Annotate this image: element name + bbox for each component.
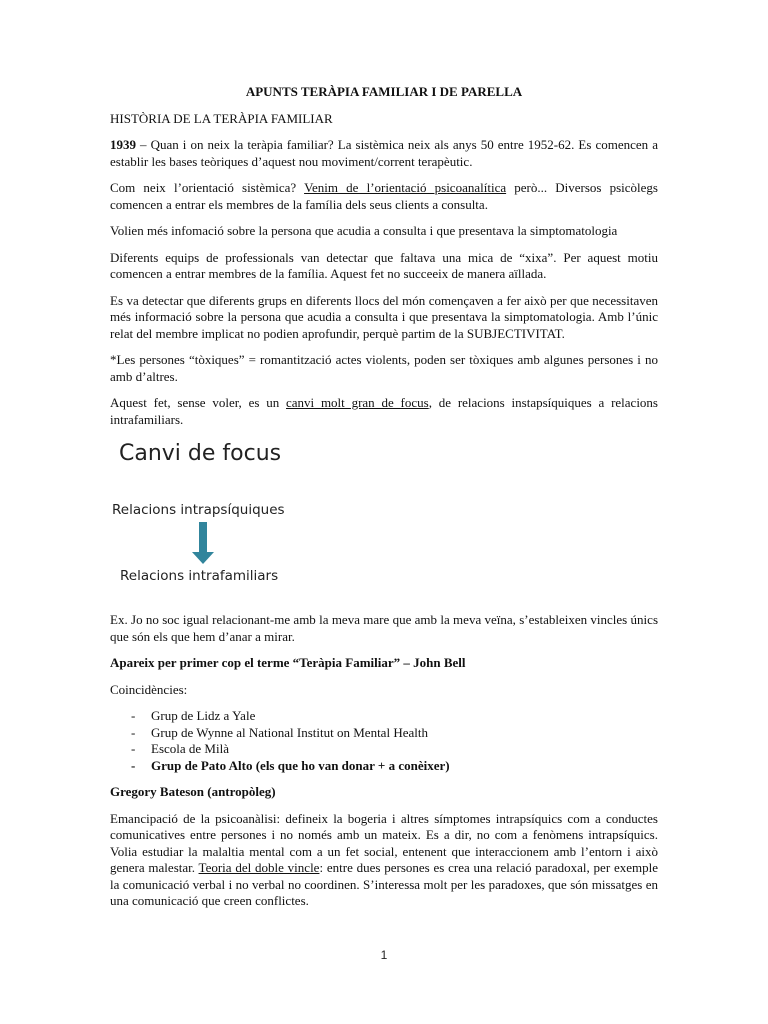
document-body xyxy=(110,84,658,920)
paragraph-text: Emancipació de la psicoanàlisi: defineix la bogeria i altres símptomes intrapsíquics com a conductes comunicatives entre persones i no només amb un mateix. Es a dir, no com a fenòmens intrapsíquics. Volia estudiar la malaltia mental com a un fet social, entenent que interaccionem amb l’entorn i això genera malestar. xyxy=(110,810,658,875)
list-item-text: Grup de Pato Alto (els que ho van donar + a conèixer) xyxy=(151,757,450,773)
coincidences-list xyxy=(110,708,658,774)
paragraph-persones-toxiques: *Les persones “tòxiques” = romantització actes violents, poden ser tòxiques amb algunes persones i no amb d’altres. xyxy=(110,352,658,384)
underlined-text: Venim de l’orientació psicoanalítica xyxy=(304,180,507,195)
diagram-title: Canvi de focus xyxy=(119,441,282,466)
paragraph-text: : entre dues persones es crea una relació paradoxal, per exemple la comunicació verbal i no verbal no coordinen. S’interessa molt per les paradoxes, que són missatges en una comunicació que creen conflictes. xyxy=(110,860,658,908)
paragraph-grups: Es va detectar que diferents grups en diferents llocs del món començaven a fer això per que necessitaven més informació sobre la persona que acudia a consulta i que presentava la simptomatologia. Amb l’únic relat del membre implicat no podien aprofundir, perquè partim de la SUBJECTIVITAT. xyxy=(110,292,658,341)
dash-bullet: - xyxy=(131,724,136,740)
paragraph-text: però... Diversos psicòlegs comencen a entrar els membres de la família dels seus clients a consulta. xyxy=(110,180,658,212)
paragraph-1939 xyxy=(110,137,658,170)
list-item xyxy=(110,725,658,742)
paragraph-text: – Quan i on neix la teràpia familiar? La sistèmica neix als anys 50 entre 1952-62. Es comencen a establir les bases teòriques d’aquest nou moviment/corrent terapèutic. xyxy=(110,137,658,169)
paragraph-orientacio-sistemica xyxy=(110,180,658,213)
underlined-text: Teoria del doble vincle xyxy=(198,860,320,875)
list-item xyxy=(110,758,658,775)
page-number: 1 xyxy=(380,948,388,962)
list-item xyxy=(110,741,658,758)
dash-bullet: - xyxy=(131,708,136,723)
list-item-text: Escola de Milà xyxy=(151,741,229,756)
list-item xyxy=(110,708,658,725)
paragraph-informacio: Volien més infomació sobre la persona que acudia a consulta i que presentava la simptomatologia xyxy=(110,223,618,238)
diagram-bottom-label: Relacions intrafamiliars xyxy=(120,568,279,584)
year-label: 1939 xyxy=(110,137,136,152)
paragraph-text: , de relacions instapsíquiques a relacions intrafamiliars. xyxy=(110,395,658,427)
list-item-text: Grup de Lidz a Yale xyxy=(151,708,256,723)
document-title: APUNTS TERÀPIA FAMILIAR I DE PARELLA xyxy=(245,84,523,99)
arrow-shape xyxy=(192,522,214,564)
dash-bullet: - xyxy=(131,741,136,756)
paragraph-exemple: Ex. Jo no soc igual relacionant-me amb la meva mare que amb la meva veïna, s’estableixen vincles únics que són els que hem d’anar a mirar. xyxy=(110,612,658,644)
paragraph-bateson xyxy=(110,811,658,910)
paragraph-john-bell: Apareix per primer cop el terme “Teràpia Familiar” – John Bell xyxy=(110,655,466,670)
paragraph-canvi-focus xyxy=(110,395,658,428)
diagram-top-label: Relacions intrapsíquiques xyxy=(112,502,285,518)
paragraph-text: Aquest fet, sense voler, es un xyxy=(110,395,286,410)
underlined-text: canvi molt gran de focus xyxy=(286,395,429,410)
focus-change-diagram xyxy=(110,438,658,608)
bateson-heading: Gregory Bateson (antropòleg) xyxy=(110,784,276,799)
paragraph-equips: Diferents equips de professionals van detectar que faltava una mica de “xixa”. Per aquest motiu comencen a entrar membres de la família. Aquest fet no succeeix de manera aïllada. xyxy=(110,249,658,281)
coincidences-heading: Coincidències: xyxy=(110,681,188,697)
list-item-text: Grup de Wynne al National Institut on Mental Health xyxy=(151,724,428,740)
down-arrow-icon xyxy=(190,522,216,564)
dash-bullet: - xyxy=(131,757,136,773)
paragraph-text: Com neix l’orientació sistèmica? xyxy=(110,180,305,195)
section-heading: HISTÒRIA DE LA TERÀPIA FAMILIAR xyxy=(110,110,333,126)
